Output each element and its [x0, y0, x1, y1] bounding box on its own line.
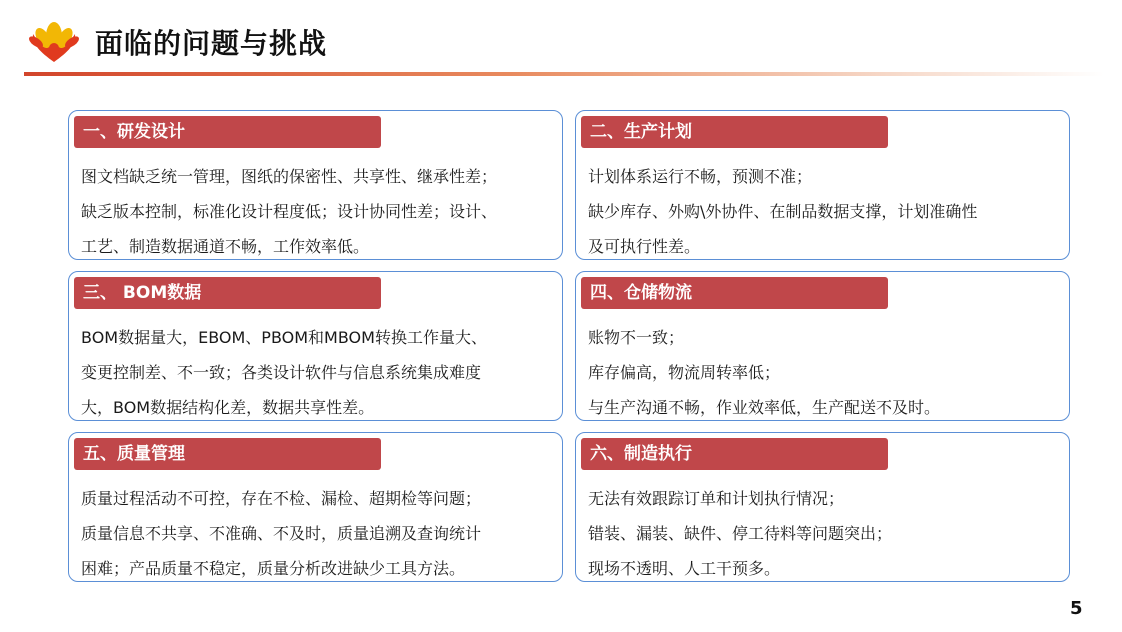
- page-number: 5: [1070, 598, 1083, 619]
- card-body: [588, 320, 1064, 425]
- company-logo-icon: [28, 14, 80, 66]
- card-rd-design: [68, 110, 563, 260]
- card-body: [588, 159, 1064, 264]
- card-quality-management: [68, 432, 563, 582]
- card-line: 无法有效跟踪订单和计划执行情况；: [588, 489, 845, 508]
- card-tag: 六、制造执行: [581, 438, 888, 470]
- card-body: [81, 159, 557, 264]
- card-line: 库存偏高，物流周转率低；: [588, 363, 781, 382]
- card-line: 变更控制差、不一致；各类设计软件与信息系统集成难度: [81, 363, 482, 382]
- card-line: 缺少库存、外购\外协件、在制品数据支撑，计划准确性: [588, 202, 978, 221]
- card-tag: 三、 BOM数据: [74, 277, 381, 309]
- card-tag: 二、生产计划: [581, 116, 888, 148]
- card-line: 与生产沟通不畅，作业效率低，生产配送不及时。: [588, 398, 941, 417]
- card-line: 工艺、制造数据通道不畅，工作效率低。: [81, 237, 370, 256]
- card-line: 账物不一致；: [588, 328, 685, 347]
- card-manufacturing-execution: [575, 432, 1070, 582]
- card-line: 错装、漏装、缺件、停工待料等问题突出；: [588, 524, 893, 543]
- card-line: 大，BOM数据结构化差，数据共享性差。: [81, 398, 375, 417]
- card-body: [81, 320, 557, 425]
- card-line: 及可执行性差。: [588, 237, 701, 256]
- card-body: [81, 481, 557, 586]
- card-body: [588, 481, 1064, 586]
- page-title: 面临的问题与挑战: [95, 27, 328, 60]
- card-line: 质量过程活动不可控，存在不检、漏检、超期检等问题；: [81, 489, 482, 508]
- card-tag: 五、质量管理: [74, 438, 381, 470]
- card-line: 计划体系运行不畅，预测不准；: [588, 167, 813, 186]
- card-production-planning: [575, 110, 1070, 260]
- card-tag: 四、仓储物流: [581, 277, 888, 309]
- card-line: BOM数据量大，EBOM、PBOM和MBOM转换工作量大、: [81, 328, 487, 347]
- card-warehouse-logistics: [575, 271, 1070, 421]
- card-tag: 一、研发设计: [74, 116, 381, 148]
- card-line: 困难；产品质量不稳定，质量分析改进缺少工具方法。: [81, 559, 466, 578]
- card-line: 质量信息不共享、不准确、不及时，质量追溯及查询统计: [81, 524, 482, 543]
- header-divider: [24, 72, 1104, 76]
- card-bom-data: [68, 271, 563, 421]
- card-line: 缺乏版本控制，标准化设计程度低；设计协同性差；设计、: [81, 202, 498, 221]
- card-line: 现场不透明、人工干预多。: [588, 559, 781, 578]
- card-line: 图文档缺乏统一管理，图纸的保密性、共享性、继承性差；: [81, 167, 498, 186]
